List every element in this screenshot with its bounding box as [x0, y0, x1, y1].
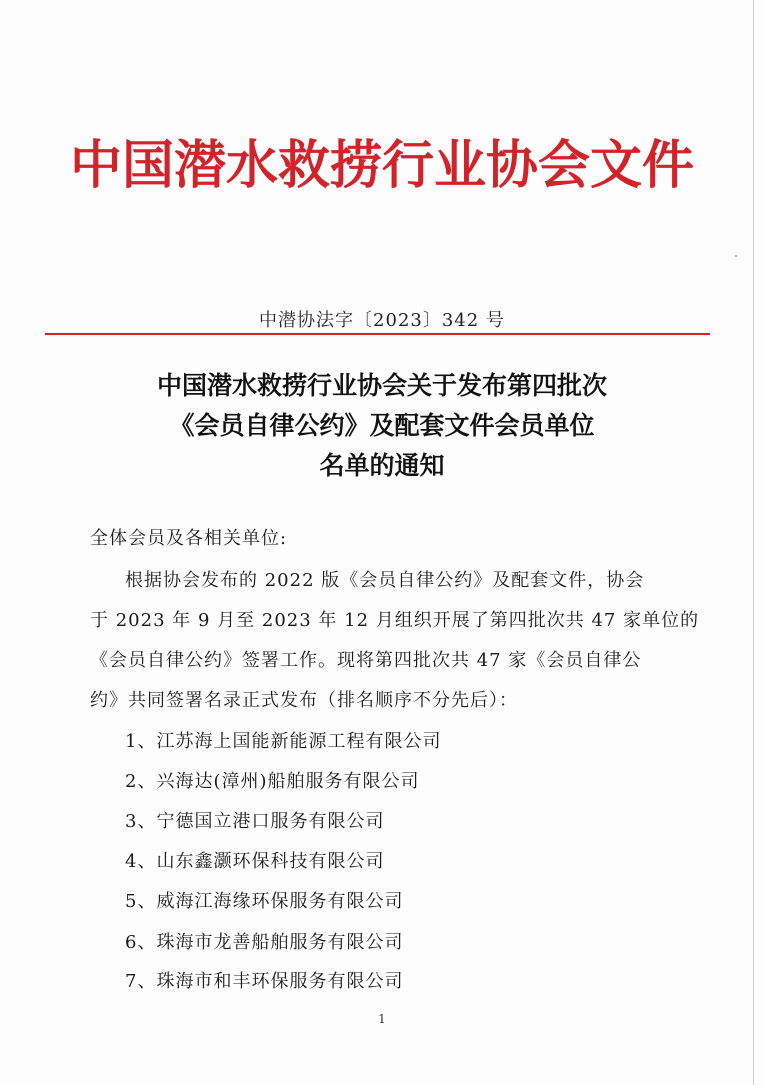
scan-speck	[735, 255, 737, 257]
document-number: 中潜协法字〔2023〕342 号	[259, 310, 505, 331]
paragraph-line-4: 约》共同签署名录正式发布（排名顺序不分先后）：	[90, 690, 518, 711]
paragraph-line-1: 根据协会发布的 2022 版《会员自律公约》及配套文件，协会	[125, 570, 645, 591]
list-item: 3、宁德国立港口服务有限公司	[125, 811, 385, 832]
notice-title-line-2: 《会员自律公约》及配套文件会员单位	[169, 411, 595, 440]
salutation: 全体会员及各相关单位:	[90, 528, 288, 549]
list-item: 7、珠海市和丰环保服务有限公司	[125, 971, 404, 992]
list-item: 6、珠海市龙善船舶服务有限公司	[125, 932, 404, 953]
notice-title-line-3: 名单的通知	[319, 451, 445, 480]
paragraph-line-2: 于 2023 年 9 月至 2023 年 12 月组织开展了第四批次共 47 家单位的	[90, 610, 700, 631]
list-item: 4、山东鑫灏环保科技有限公司	[125, 851, 385, 872]
red-divider-line	[45, 333, 710, 335]
list-item: 2、兴海达(漳州)船舶服务有限公司	[125, 771, 420, 792]
notice-title	[0, 366, 764, 486]
page-number: 1	[378, 1012, 386, 1026]
paragraph-line-3: 《会员自律公约》签署工作。现将第四批次共 47 家《会员自律公	[90, 650, 642, 671]
org-header-title: 中国潜水救捞行业协会文件	[69, 135, 694, 196]
list-item: 5、威海江海缘环保服务有限公司	[125, 891, 404, 912]
notice-title-line-1: 中国潜水救捞行业协会关于发布第四批次	[156, 371, 607, 400]
list-item: 1、江苏海上国能新能源工程有限公司	[125, 731, 442, 752]
